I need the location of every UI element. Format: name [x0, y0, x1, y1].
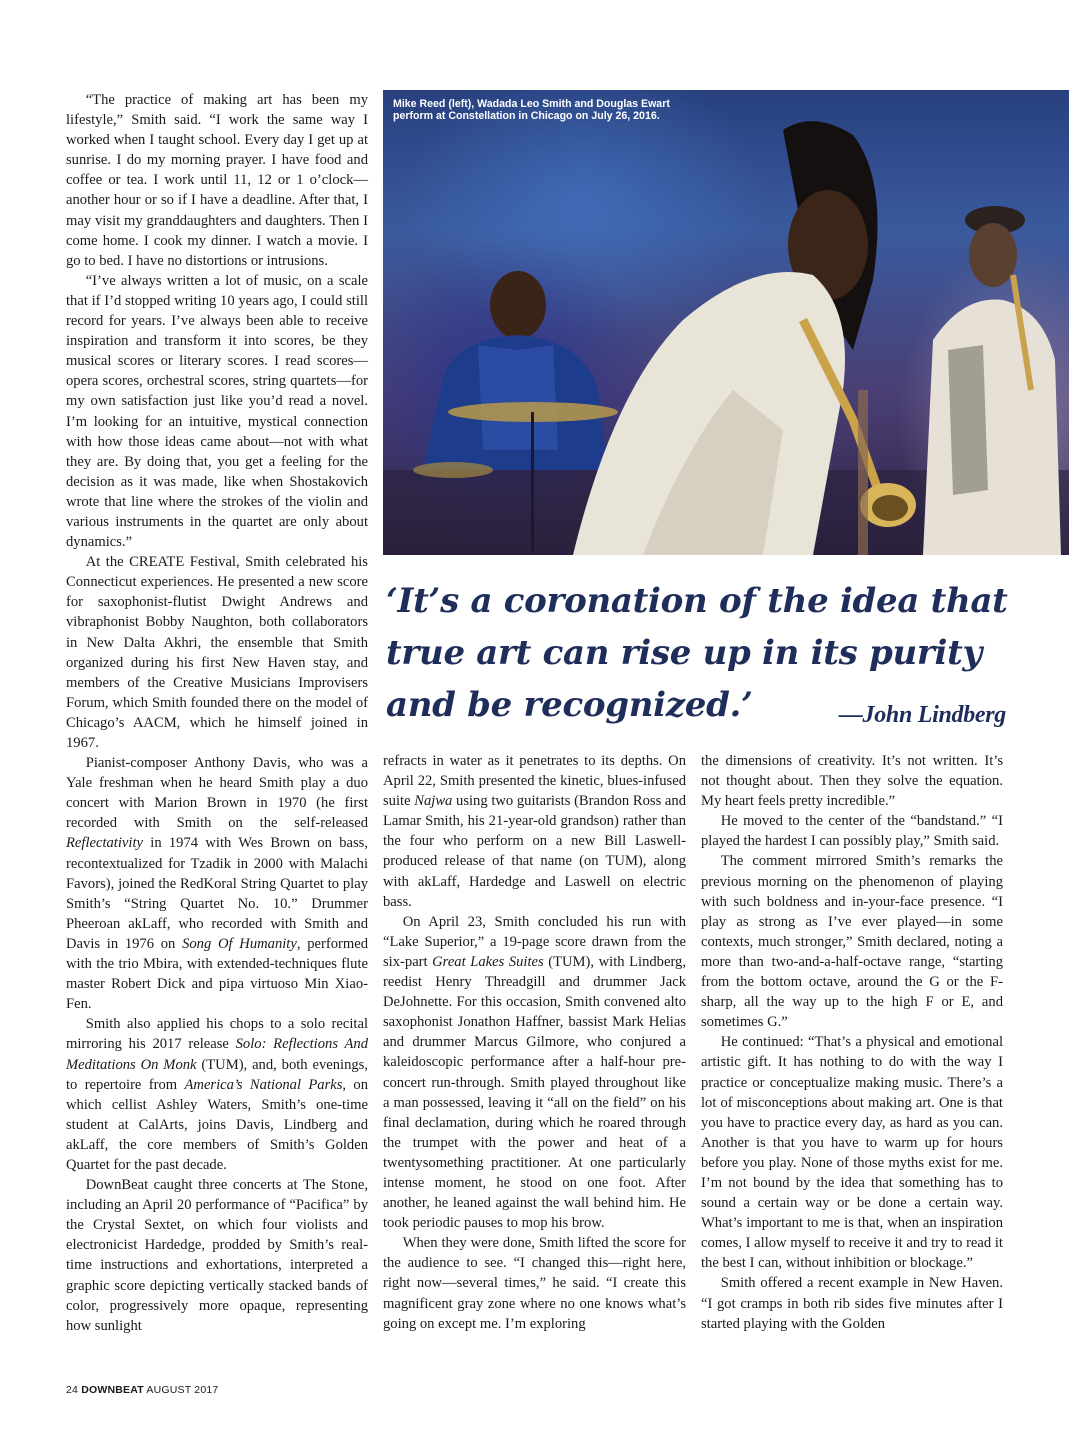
paragraph: “I’ve always written a lot of music, on a scale that if I’d stopped writing 10 years ago, I could still record for years. I’ve always been able to receive inspiration and transform it into scores, be they musical scores or literary scores. I read scores—opera scores, orchestral scores, string quartets—for my own satisfaction just like you’d read a novel. I’m looking for an intuitive, mystical connection with how those ideas came about—not with what they are. By doing that, you get a feeling for the decision as it was made, like when Shostakovich wrote that line where the strokes of the violin and various instruments in the quartet are only about dynamics.”	[66, 272, 368, 551]
caption-line: perform at Constellation in Chicago on July 26, 2016.	[393, 110, 660, 122]
page-number: 24	[66, 1384, 79, 1396]
paragraph: The comment mirrored Smith’s remarks the previous morning on the phenomenon of playing with such boldness and in-your-face presence. “I play as strong as I’ve ever played—in some contexts, much stronger,” Smith declared, noting a more than two-and-a-half-octave range, “starting from the bottom octave, around the G or the F-sharp, all the way up to the high F or E, and sometimes G.”	[701, 853, 1003, 1031]
text-run: in 1974 with Wes Brown on bass, recontextualized for Tzadik in 2000 with Malachi Favors), joined the RedKoral String Quartet to play Smith’s “String Quartet No. 10.” Drummer Pheeroan akLaff, who recorded with Smith and Davis in 1976 on	[66, 835, 368, 952]
magazine-name: DOWNBEAT	[81, 1384, 144, 1396]
text-run: , performed with the trio Mbira, with extended-techniques flute master Robert Dick and pipa virtuoso Min Xiao-Fen.	[66, 935, 368, 1013]
pull-quote	[386, 575, 1008, 731]
page-folio	[66, 1384, 218, 1396]
paragraph: At the CREATE Festival, Smith celebrated his Connecticut experiences. He presented a new score for saxophonist-flutist Dwight Andrews and vibraphonist Bobby Naughton, both collaborators in New Dalta Akhri, the ensemble that Smith organized during his first New Haven stay, and members of the Creative Musicians Improvisers Forum, which Smith founded there on the model of Chicago’s AACM, which he himself joined in 1967.	[66, 554, 368, 751]
paragraph: “The practice of making art has been my lifestyle,” Smith said. “I work the same way I worked when I taught school. Every day I get up at sunrise. I do my morning prayer. I have food and coffee or tea. I work until 11, 12 or 1 o’clock—another hour or so if I have a deadline. After that, I may visit my granddaughters and daughters. Then I come home. I cook my dinner. I watch a movie. I go to bed. I have no distortions or intrusions.	[66, 92, 368, 269]
text-run: Pianist-composer Anthony Davis, who was a Yale freshman when he heard Smith play a duo concert with Marion Brown in 1970 (he first recorded with Smith on the self-released	[66, 755, 368, 832]
text-run: refracts in water as it penetrates to its depths. On April 22, Smith presented the kinetic, blues-infused suite	[383, 753, 686, 810]
pull-quote-line: and be recognized.’	[386, 685, 753, 725]
article-column-3	[701, 751, 1003, 1334]
text-run: On April 23, Smith concluded his run with “Lake Superior,” a 19-page score drawn from the six-part	[383, 913, 686, 970]
text-run: Smith also applied his chops to a solo recital mirroring his 2017 release	[66, 1016, 368, 1053]
album-title: Reflectativity	[66, 835, 143, 852]
pull-quote-attribution: —John Lindberg	[838, 702, 1006, 728]
article-column-2	[383, 751, 686, 1334]
album-title: Najwa	[414, 793, 453, 810]
paragraph	[383, 912, 686, 1234]
article-column-1	[66, 90, 368, 1336]
caption-line: Mike Reed (left), Wadada Leo Smith and Douglas Ewart	[393, 98, 670, 110]
album-title: Song Of Humanity	[182, 935, 297, 952]
paragraph: When they were done, Smith lifted the score for the audience to see. “I changed this—right here, right now—several times,” he said. “I create this magnificent gray zone where no one knows what’s going on except me. I’m exploring	[383, 1235, 686, 1332]
pull-quote-line: true art can rise up in its purity	[386, 633, 983, 673]
text-run: using two guitarists (Brandon Ross and Lamar Smith, his 21-year-old grandson) rather than the four who perform on a new Bill Laswell-produced release of that name (on TUM), along with akLaff, Hardedge and Laswell on electric bass.	[383, 793, 686, 910]
paragraph	[66, 753, 368, 1014]
pull-quote-line: ‘It’s a coronation of the idea that	[386, 581, 1008, 621]
paragraph: the dimensions of creativity. It’s not written. It’s not thought about. Then they solve the equation. My heart feels pretty incredible.”	[701, 753, 1003, 810]
issue-date: AUGUST 2017	[146, 1384, 219, 1396]
paragraph: He moved to the center of the “bandstand.” “I played the hardest I can possibly play,” Smith said.	[701, 813, 1003, 850]
album-title: Solo: Reflections And Meditations On Monk	[66, 1036, 368, 1073]
paragraph	[66, 1014, 368, 1175]
performers-illustration	[383, 90, 1069, 555]
text-run: (TUM), and, both evenings, to repertoire from	[66, 1056, 368, 1093]
paragraph: Smith offered a recent example in New Haven. “I got cramps in both rib sides five minutes after I started playing with the Golden	[701, 1275, 1003, 1332]
album-title: Great Lakes Suites	[432, 953, 544, 970]
text-run: (TUM), with Lindberg, reedist Henry Threadgill and drummer Jack DeJohnette. For this occasion, Smith convened alto saxophonist Jonathon Haffner, bassist Mark Helias and drummer Marcus Gilmore, who conjured a kaleidoscopic performance after a half-hour pre-concert run-through. Smith played throughout like a man possessed, leaving it “all on the field” on his final declamation, during which he roared through the trumpet with the power and heat of a twentysomething practitioner. At one particularly intense moment, he stood on one foot. After another, he leaned against the wall behind him. He took periodic pauses to mop his brow.	[383, 953, 686, 1232]
paragraph	[383, 751, 686, 912]
photo-caption	[393, 98, 713, 122]
concert-photo	[383, 90, 1069, 555]
text-run: , on which cellist Ashley Waters, Smith’s one-time student at CalArts, joins Davis, Lindberg and akLaff, the core members of Smith’s Golden Quartet for the past decade.	[66, 1076, 368, 1173]
paragraph: DownBeat caught three concerts at The Stone, including an April 20 performance of “Pacifica” by the Crystal Sextet, on which four violists and electronicist Hardedge, prodded by Smith’s real-time instructions and exhortations, interpreted a graphic score depicting vertically stacked bands of color, progressively more opaque, representing how sunlight	[66, 1177, 368, 1334]
paragraph: He continued: “That’s a physical and emotional artistic gift. It has nothing to do with the way I practice or conceptualize making music. There’s a lot of misconceptions about making art. One is that you have to practice every day, as hard as you can. Another is that you have to warm up for hours before you play. None of those myths exist for me. I’m not bound by the idea that something has to sound a certain way or be done a certain way. What’s important to me is that, when an inspiration comes, I allow myself to receive it and try to read it the best I can, without inhibition or blockage.”	[701, 1034, 1003, 1272]
album-title: America’s National Parks	[184, 1076, 343, 1093]
